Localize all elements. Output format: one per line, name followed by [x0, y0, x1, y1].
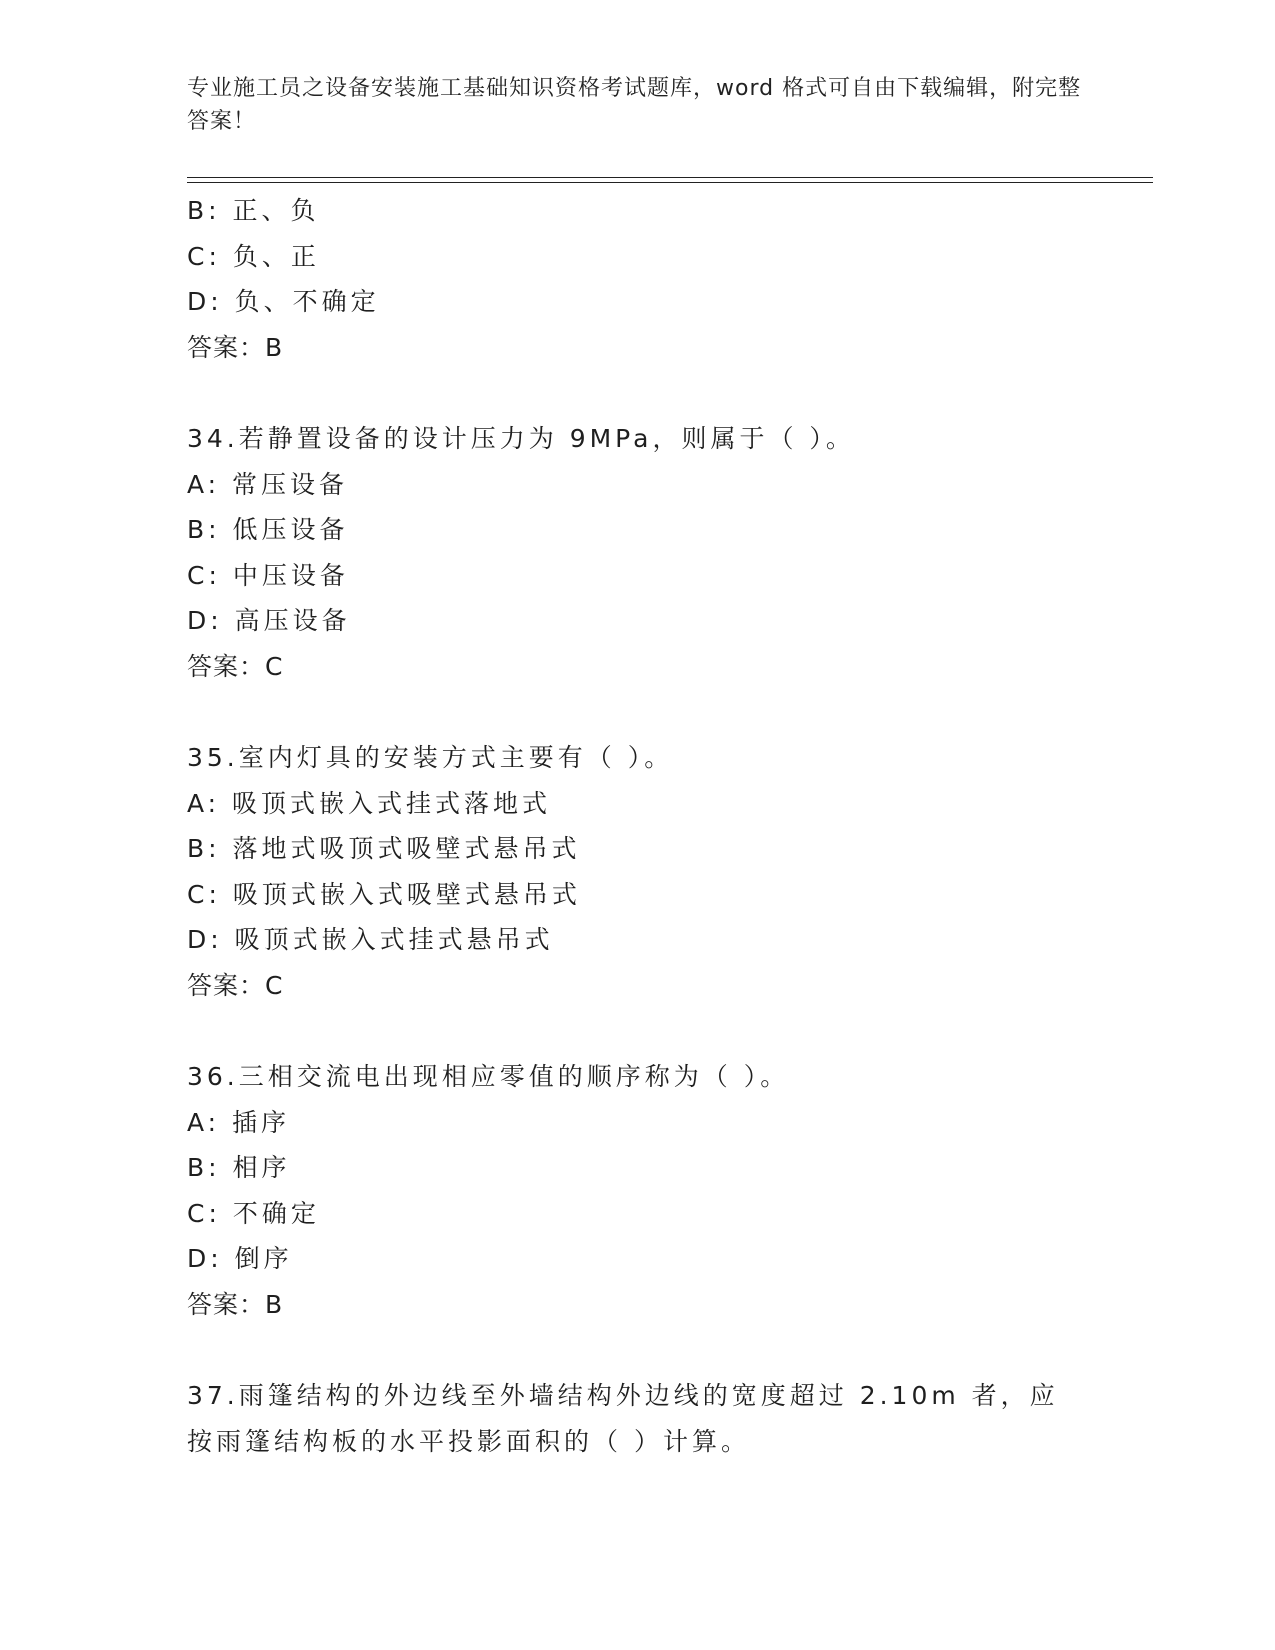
option-d: D: 高压设备 — [187, 606, 351, 635]
option-b: B: 正、负 — [187, 196, 320, 225]
option-d: D: 吸顶式嵌入式挂式悬吊式 — [187, 925, 554, 954]
answer-label: 答案：C — [187, 651, 284, 681]
question-34 — [187, 416, 1127, 689]
question-text: 37.雨篷结构的外边线至外墙结构外边线的宽度超过 2.10m 者，应按雨篷结构板的水平投影面积的（ ）计算。 — [187, 1381, 1059, 1456]
option-a: A: 插序 — [187, 1107, 291, 1137]
question-36 — [187, 1054, 1127, 1327]
option-c: C: 负、正 — [187, 241, 320, 271]
answer-label: 答案：C — [187, 970, 284, 1000]
option-c: C: 吸顶式嵌入式吸壁式悬吊式 — [187, 879, 581, 909]
question-33-continuation — [187, 188, 1127, 370]
option-b: B: 落地式吸顶式吸壁式悬吊式 — [187, 834, 581, 863]
header-divider-top — [187, 177, 1153, 178]
answer-label: 答案：B — [187, 1289, 284, 1319]
header-divider-bottom — [187, 182, 1153, 183]
option-a: A: 常压设备 — [187, 469, 349, 499]
question-list — [187, 188, 1127, 1464]
question-37 — [187, 1373, 1127, 1464]
option-b: B: 相序 — [187, 1153, 291, 1182]
option-c: C: 中压设备 — [187, 560, 349, 590]
option-a: A: 吸顶式嵌入式挂式落地式 — [187, 788, 552, 818]
question-text: 34.若静置设备的设计压力为 9MPa，则属于（ ）。 — [187, 424, 855, 453]
question-text: 35.室内灯具的安装方式主要有（ ）。 — [187, 743, 674, 772]
option-d: D: 倒序 — [187, 1244, 293, 1273]
option-b: B: 低压设备 — [187, 515, 349, 544]
question-35 — [187, 735, 1127, 1008]
option-d: D: 负、不确定 — [187, 287, 380, 316]
question-text: 36.三相交流电出现相应零值的顺序称为（ ）。 — [187, 1062, 790, 1091]
answer-label: 答案：B — [187, 332, 284, 362]
option-c: C: 不确定 — [187, 1198, 320, 1228]
document-header: 专业施工员之设备安装施工基础知识资格考试题库，word 格式可自由下载编辑，附完整答案！ — [187, 76, 1082, 134]
